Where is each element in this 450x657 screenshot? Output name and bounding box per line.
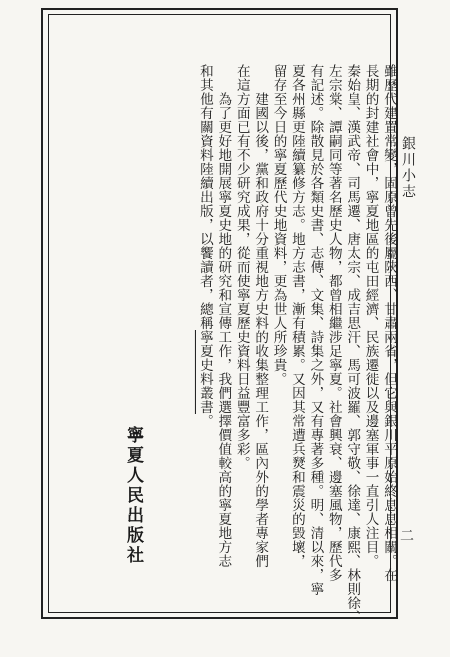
body-text	[168, 64, 398, 624]
body-column: 和其他有關資料陸續出版，以饗讀者，總稱寧夏史料叢書。	[196, 64, 213, 428]
body-column: 留存至今日的寧夏歷代史地資料，更為世人所珍貴。	[270, 64, 287, 386]
page-number: 二	[398, 528, 414, 542]
body-column: 秦始皇、漢武帝、司馬遷、唐太宗、成吉思汗、馬可波羅、郭守敬、徐達、康熙、林則徐、	[344, 64, 361, 624]
body-column: 有記述。除散見於各類史書、志傳、文集、詩集之外，又有專著多種。明、清以來，寧	[307, 64, 324, 596]
body-column: 長期的封建社會中，寧夏地區的屯田經濟、民族遷徙以及邊塞軍事一直引人注目。	[362, 64, 379, 568]
series-title-underlined: 寧夏史料叢書	[196, 330, 213, 414]
running-header-title: 銀川小志	[400, 136, 416, 200]
body-column: 左宗棠、譚嗣同等著名歷史人物，都曾相繼涉足寧夏。社會興衰、邊塞風物，歷代多	[325, 64, 342, 582]
publisher-signature: 寧夏人民出版社	[123, 426, 143, 566]
body-column: 在這方面已有不少研究成果，從而使寧夏歷史資料日益豐富多彩。	[233, 64, 250, 470]
body-column: 為了更好地開展寧夏史地的研究和宣傳工作，我們選擇價值較高的寧夏地方志	[215, 92, 232, 568]
body-column: 建國以後，黨和政府十分重視地方史料的收集整理工作，區內外的學者專家們	[252, 92, 269, 568]
body-column: 夏各州縣更陸續纂修方志。地方志書，漸有積累。又因其常遭兵燹和震災的毀壞，	[288, 64, 305, 568]
body-column: 雖歷代建置常變，固原曾先後屬陝西、甘肅兩省，但它與銀川平原始終息息相關。在	[381, 64, 397, 582]
